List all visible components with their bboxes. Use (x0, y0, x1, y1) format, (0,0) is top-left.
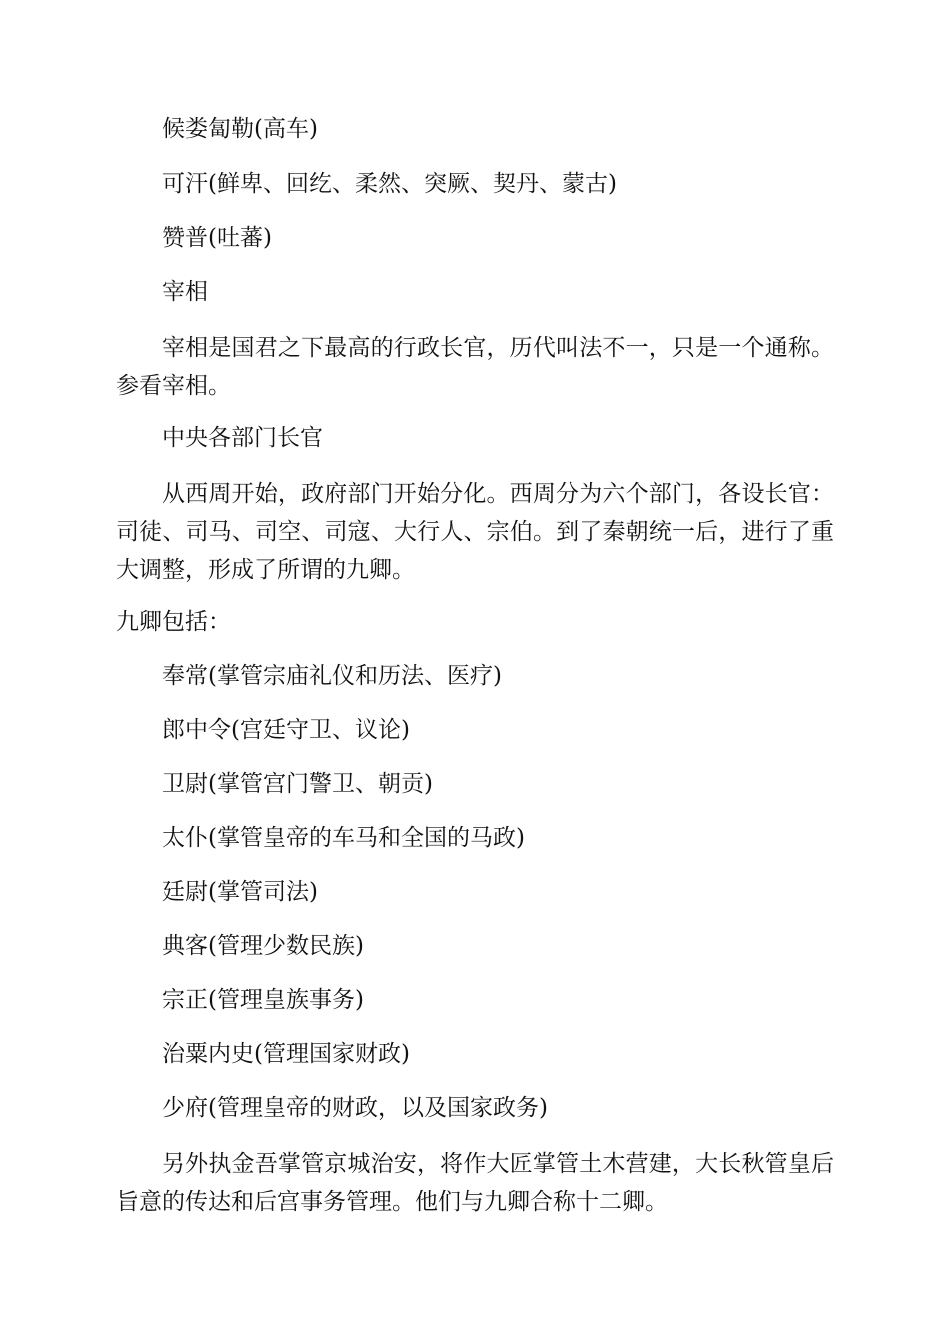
list-item-zhisu-neishi: 治粟内史(管理国家财政) (162, 1041, 410, 1067)
paragraph-western-zhou: 从西周开始，政府部门开始分化。西周分为六个部门，各设长官：司徒、司马、司空、司寇、大行人、宗伯。到了秦朝统一后，进行了重大调整，形成了所谓的九卿。 (116, 481, 834, 583)
list-item-langzhongling: 郎中令(宫廷守卫、议论) (162, 717, 410, 743)
paragraph-chancellor: 宰相是国君之下最高的行政长官，历代叫法不一，只是一个通称。参看宰相。 (116, 335, 834, 399)
list-item-shaofu: 少府(管理皇帝的财政，以及国家政务) (162, 1095, 548, 1121)
list-item-taipu: 太仆(掌管皇帝的车马和全国的马政) (162, 825, 525, 851)
list-item-zongzheng: 宗正(管理皇族事务) (162, 987, 364, 1013)
list-item-fengchang: 奉常(掌管宗庙礼仪和历法、医疗) (162, 663, 502, 689)
text-line-gaoche: 候娄匐勒(高车) (162, 116, 318, 142)
section-heading-central-officials: 中央各部门长官 (162, 425, 323, 451)
list-item-weiwei: 卫尉(掌管宫门警卫、朝贡) (162, 771, 433, 797)
list-item-tingwei: 廷尉(掌管司法) (162, 879, 318, 905)
text-line-khagan: 可汗(鲜卑、回纥、柔然、突厥、契丹、蒙古) (162, 171, 617, 197)
text-line-nine-ministers-intro: 九卿包括： (116, 609, 231, 635)
text-line-tsenpo: 赞普(吐蕃) (162, 225, 272, 251)
list-item-dianke: 典客(管理少数民族) (162, 933, 364, 959)
section-heading-chancellor: 宰相 (162, 279, 208, 305)
paragraph-twelve-ministers: 另外执金吾掌管京城治安，将作大匠掌管土木营建，大长秋管皇后旨意的传达和后宫事务管理。他们与九卿合称十二卿。 (116, 1151, 834, 1215)
